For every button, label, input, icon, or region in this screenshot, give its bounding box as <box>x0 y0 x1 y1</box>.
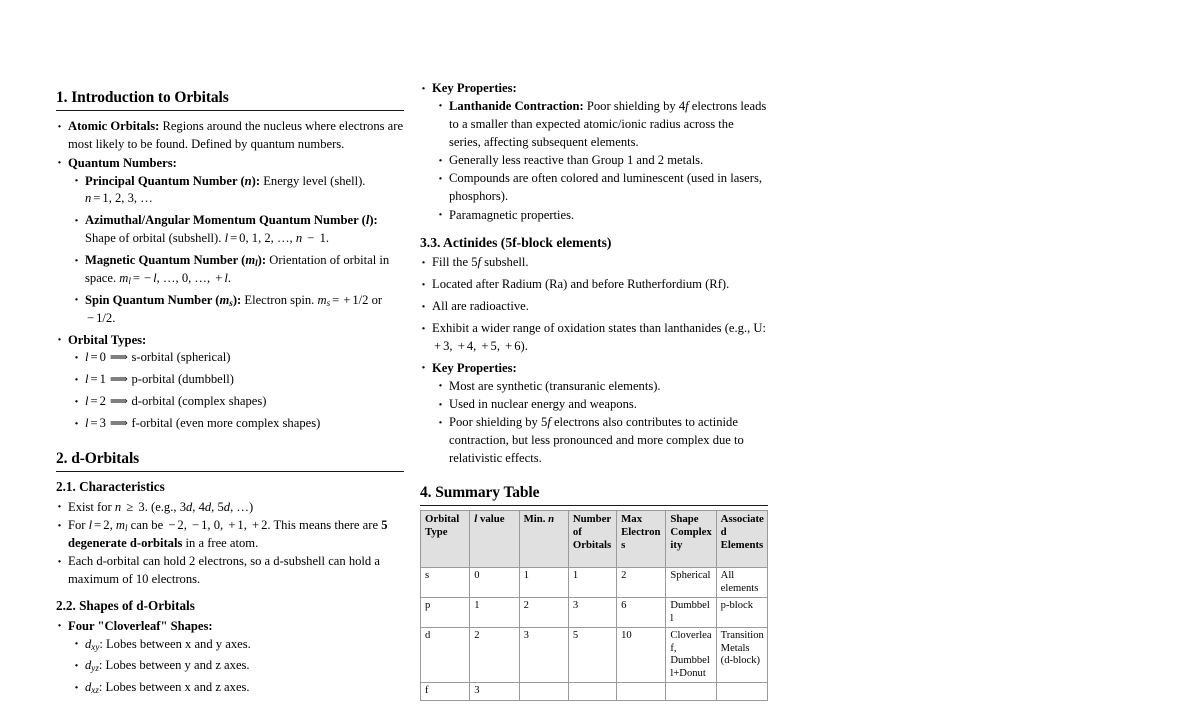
table-row <box>421 683 768 701</box>
list-item: · Generally less reactive than Group 1 and 2 metals. <box>437 152 768 170</box>
section-2-2-heading: 2.2. Shapes of d-Orbitals <box>56 598 195 614</box>
list-item: · Located after Radium (Ra) and before Rutherfordium (Rf). <box>420 276 768 294</box>
list-item: · Exhibit a wider range of oxidation states than lanthanides (e.g., U: + 3, + 4, + 5, + 6). <box>420 320 768 356</box>
lanthanide-contraction-label: Lanthanide Contraction: <box>449 98 584 113</box>
table-cell: f <box>421 683 470 701</box>
list-item: · l = 0 ⟹ s-orbital (spherical) <box>73 349 404 367</box>
principal-qn-label: Principal Quantum Number (n): <box>85 173 261 188</box>
table-cell <box>568 683 616 701</box>
list-item: · $d_{yz}$: Lobes between y and z axes. <box>73 657 404 675</box>
cloverleaf-text: : Lobes between x and y axes. <box>99 636 251 651</box>
list-item <box>73 173 404 209</box>
atomic-orbitals-text: Regions around the nucleus where electrons are most likely to be found. Defined by quantum numbers. <box>68 119 404 152</box>
table-cell: p <box>421 598 470 628</box>
spin-qn-text: Electron spin. <box>244 292 318 307</box>
table-cell: 6 <box>617 598 666 628</box>
list-item <box>56 618 404 636</box>
list-item: · Poor shielding by 5f electrons also contributes to actinide contraction, but less pronounced and more complex due to relativistic effects. <box>437 414 768 468</box>
lanthanide-key-properties-list <box>420 80 768 225</box>
orbital-types-list <box>73 349 404 433</box>
list-item <box>420 360 768 378</box>
list-item: · Exist for n ≥ 3. (e.g., 3d, 4d, 5d, …) <box>56 499 404 517</box>
key-properties-label: Key Properties: <box>432 81 517 95</box>
table-cell: 1 <box>519 568 568 598</box>
summary-table <box>420 510 768 701</box>
table-cell <box>666 683 716 701</box>
list-item: · l = 2 ⟹ d-orbital (complex shapes) <box>73 393 404 411</box>
right-column <box>420 80 768 706</box>
table-cell: Transition Metals (d-block) <box>716 628 767 683</box>
list-item: · Each d-orbital can hold 2 electrons, so a d-subshell can hold a maximum of 10 electrons. <box>56 553 404 589</box>
magnetic-qn-text: Orientation of orbital in space. <box>85 253 390 285</box>
list-item: · l = 1 ⟹ p-orbital (dumbbell) <box>73 371 404 389</box>
table-cell: Spherical <box>666 568 716 598</box>
list-item <box>437 98 768 152</box>
quantum-numbers-list <box>73 173 404 328</box>
list-item: · Used in nuclear energy and weapons. <box>437 396 768 414</box>
table-header-cell: Orbital Type <box>421 511 470 568</box>
characteristics-list <box>56 499 404 589</box>
section-4-rule <box>420 505 768 506</box>
list-item: · Fill the 5f subshell. <box>420 254 768 272</box>
table-cell: 2 <box>519 598 568 628</box>
atomic-orbitals-label: Atomic Orbitals: <box>68 119 160 134</box>
list-item: · Compounds are often colored and luminescent (used in lasers, phosphors). <box>437 170 768 206</box>
table-cell: Cloverleaf, Dumbbell+Donut <box>666 628 716 683</box>
table-cell <box>519 683 568 701</box>
quantum-numbers-label: Quantum Numbers: <box>68 155 177 170</box>
table-header-cell: Number of Orbitals <box>568 511 616 568</box>
table-header-cell: Shape Complexity <box>666 511 716 568</box>
list-item <box>56 332 404 350</box>
cloverleaf-label: Four "Cloverleaf" Shapes: <box>68 618 213 633</box>
list-item: · l = 3 ⟹ f-orbital (even more complex shapes) <box>73 415 404 433</box>
spin-qn-label: Spin Quantum Number $(m_s)$: <box>85 292 242 308</box>
table-row <box>421 628 768 683</box>
table-cell: 3 <box>470 683 519 701</box>
table-cell: d <box>421 628 470 683</box>
orbital-type-result: s-orbital (spherical) <box>131 350 231 365</box>
table-cell: All elements <box>716 568 767 598</box>
principal-qn-text: Energy level (shell). <box>263 173 366 188</box>
table-header-cell: Associated Elements <box>716 511 767 568</box>
list-item <box>73 212 404 248</box>
section-1-heading: 1. Introduction to Orbitals <box>56 89 229 106</box>
azimuthal-qn-label: Azimuthal/Angular Momentum Quantum Number (l): <box>85 213 378 228</box>
implies-icon: ⟹ <box>109 416 128 430</box>
lanthanide-contraction-text: Poor shielding by 4f electrons leads to a smaller than expected atomic/ionic radius across the series, affecting subsequent elements. <box>449 98 767 149</box>
cloverleaf-text: : Lobes between x and z axes. <box>98 680 250 695</box>
orbital-type-result: d-orbital (complex shapes) <box>131 394 267 409</box>
table-cell: 0 <box>470 568 519 598</box>
table-cell: 3 <box>519 628 568 683</box>
list-item: · Most are synthetic (transuranic elements). <box>437 378 768 396</box>
section-4-heading: 4. Summary Table <box>420 484 540 502</box>
table-header-cell: l value <box>470 511 519 568</box>
degenerate-orbitals-phrase: 5 degenerate d-orbitals <box>68 518 388 550</box>
magnetic-qn-formula: $m_l$ = − l, …, 0, …, + l. <box>119 270 232 286</box>
cloverleaf-text: : Lobes between y and z axes. <box>98 658 250 673</box>
table-cell: 1 <box>568 568 616 598</box>
actinide-key-properties-list <box>437 378 768 468</box>
cloverleaf-list <box>73 636 404 698</box>
table-cell: Dumbbell <box>666 598 716 628</box>
table-cell: 2 <box>470 628 519 683</box>
section-1-rule <box>56 110 404 111</box>
list-item <box>73 292 404 328</box>
list-item: · For l = 2, $m_l$ can be − 2, − 1, 0, + 1, + 2. This means there are 5 degenerate d-orbitals in a free atom. <box>56 517 404 553</box>
actinides-list <box>420 254 768 468</box>
table-cell: 1 <box>470 598 519 628</box>
table-header-cell: Min. n <box>519 511 568 568</box>
table-cell: 2 <box>617 568 666 598</box>
table-header-row <box>421 511 768 568</box>
table-cell: 5 <box>568 628 616 683</box>
left-column <box>56 88 404 714</box>
table-cell: 3 <box>568 598 616 628</box>
list-item: · $d_{xy}$: Lobes between x and y axes. <box>73 636 404 654</box>
table-cell <box>617 683 666 701</box>
orbital-type-result: p-orbital (dumbbell) <box>131 372 234 387</box>
list-item <box>56 155 404 173</box>
magnetic-qn-label: Magnetic Quantum Number $(m_l)$: <box>85 253 267 268</box>
section-1-list <box>56 118 404 433</box>
section-2-1-heading: 2.1. Characteristics <box>56 479 165 495</box>
table-row <box>421 568 768 598</box>
principal-qn-formula: n = 1, 2, 3, … <box>85 191 153 206</box>
table-cell: p-block <box>716 598 767 628</box>
table-cell: s <box>421 568 470 598</box>
section-2-heading: 2. d-Orbitals <box>56 449 140 467</box>
section-3-3-heading: 3.3. Actinides (5f-block elements) <box>420 234 612 250</box>
list-item: · Paramagnetic properties. <box>437 207 768 225</box>
actinide-key-properties-label: Key Properties: <box>432 360 517 375</box>
list-item: · $d_{xz}$: Lobes between x and z axes. <box>73 679 404 697</box>
list-item: · All are radioactive. <box>420 298 768 316</box>
implies-icon: ⟹ <box>109 372 128 387</box>
list-item <box>420 80 768 98</box>
shapes-list <box>56 618 404 698</box>
list-item <box>73 252 404 288</box>
azimuthal-qn-text: Shape of orbital (subshell). <box>85 231 225 246</box>
section-2-rule <box>56 471 404 472</box>
orbital-types-label: Orbital Types: <box>68 332 147 347</box>
lanthanide-properties-list <box>437 98 768 225</box>
table-row <box>421 598 768 628</box>
spin-qn-formula: $m_s$ = + 1/2 or − 1/2. <box>87 292 383 325</box>
implies-icon: ⟹ <box>109 394 128 409</box>
table-cell <box>716 683 767 701</box>
orbital-type-result: f-orbital (even more complex shapes) <box>131 416 321 430</box>
list-item <box>56 118 404 154</box>
implies-icon: ⟹ <box>109 350 128 365</box>
azimuthal-qn-formula: l = 0, 1, 2, …, n − 1. <box>224 231 330 246</box>
table-header-cell: Max Electrons <box>617 511 666 568</box>
table-cell: 10 <box>617 628 666 683</box>
